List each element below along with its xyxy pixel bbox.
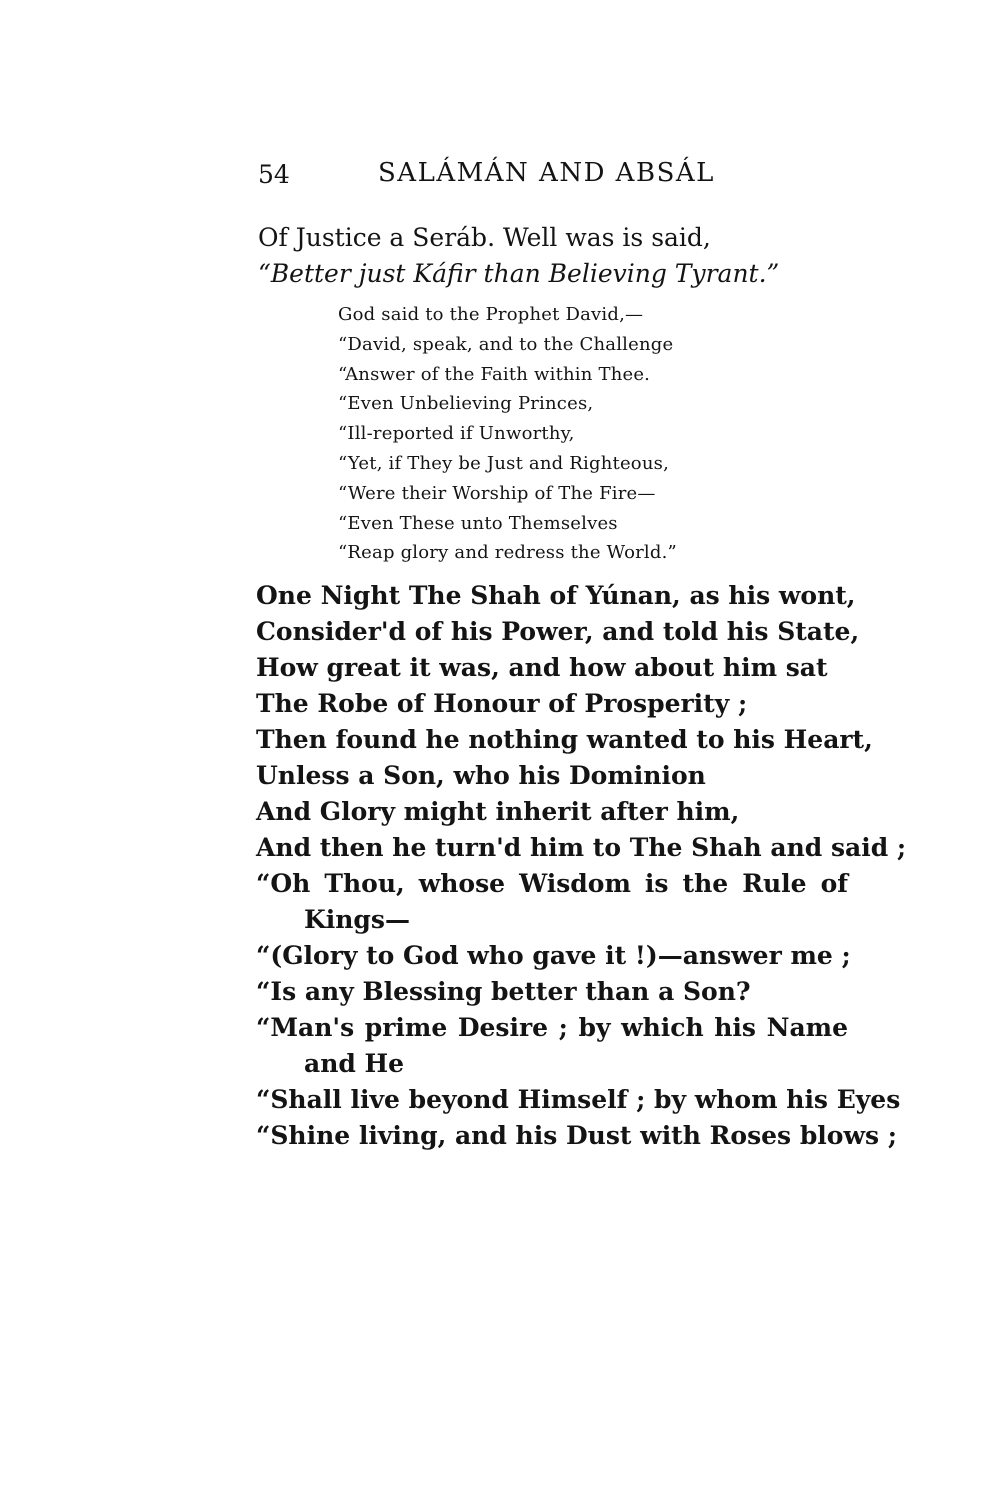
inset-line: “David, speak, and to the Challenge [338, 333, 674, 355]
verse-line: And Glory might inherit after him, [256, 797, 740, 826]
verse-line: How great it was, and how about him sat [256, 653, 828, 682]
inset-quotation [338, 300, 768, 568]
verse-line: And then he turn'd him to The Shah and said ; [256, 833, 907, 862]
verse-line: Consider'd of his Power, and told his State, [256, 617, 860, 646]
verse-line: Unless a Son, who his Dominion [256, 761, 706, 790]
verse-line: One Night The Shah of Yúnan, as his wont, [256, 581, 856, 610]
verse-line: “Shall live beyond Himself ; by whom his Eyes [256, 1085, 901, 1114]
verse-line-continuation: and He [304, 1049, 405, 1078]
inset-line: “Ill-reported if Unworthy, [338, 423, 575, 445]
verse-line: Then found he nothing wanted to his Heart, [256, 725, 873, 754]
verse-line: Of Justice a Seráb. Well was is said, [258, 223, 711, 252]
verse-line: “Man's prime Desire ; by which his Name [256, 1013, 848, 1042]
verse-line-continuation: Kings— [304, 905, 410, 934]
verse-line: “Is any Blessing better than a Son? [256, 977, 751, 1006]
running-title: SALÁMÁN AND ABSÁL [378, 158, 715, 188]
inset-line: “Yet, if They be Just and Righteous, [338, 452, 669, 474]
page-number: 54 [258, 160, 290, 189]
inset-line: “Even Unbelieving Princes, [338, 393, 594, 415]
verse-line: The Robe of Honour of Prosperity ; [256, 689, 748, 718]
opening-verses [258, 220, 858, 292]
verse-line: “Oh Thou, whose Wisdom is the Rule of [256, 869, 848, 898]
verse-line: “Better just Káfir than Believing Tyrant.” [258, 259, 780, 288]
inset-line: “Were their Worship of The Fire— [338, 482, 656, 504]
main-verses [256, 578, 907, 1154]
verse-line: “Shine living, and his Dust with Roses blows ; [256, 1121, 898, 1150]
inset-line: “Reap glory and redress the World.” [338, 542, 677, 564]
inset-line: God said to the Prophet David,— [338, 304, 644, 325]
inset-line: “Answer of the Faith within Thee. [338, 363, 651, 385]
inset-line: “Even These unto Themselves [338, 512, 618, 534]
verse-line: “(Glory to God who gave it !)—answer me ; [256, 941, 851, 970]
